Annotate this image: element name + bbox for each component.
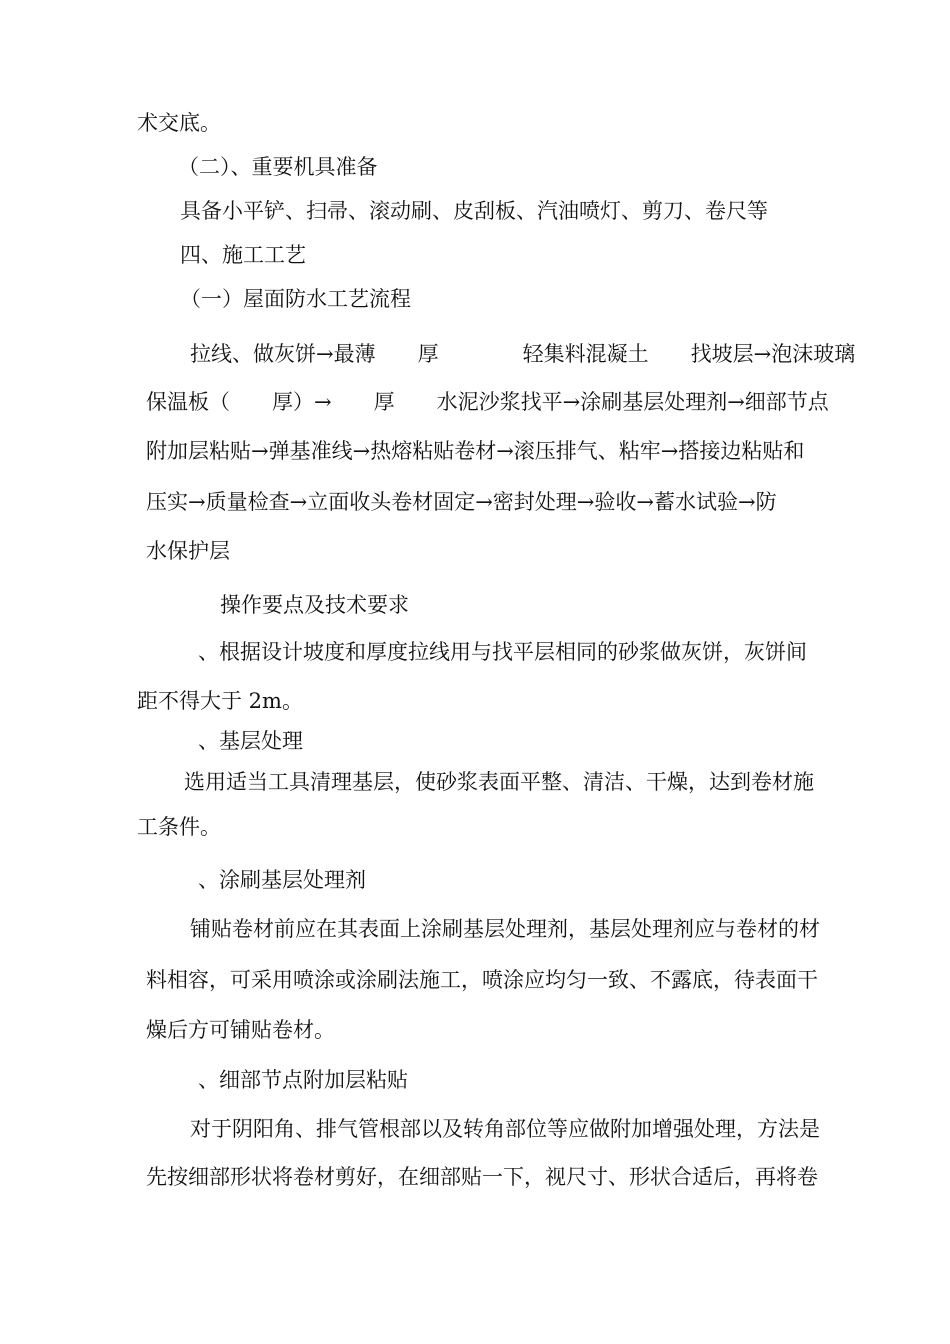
text-line: 料相容，可采用喷涂或涂刷法施工，喷涂应均匀一致、不露底，待表面干: [146, 968, 818, 992]
text-line: 拉线、做灰饼→最薄 厚 轻集料混凝土 找坡层→泡沫玻璃: [190, 342, 856, 366]
text-line: 具备小平铲、扫帚、滚动刷、皮刮板、汽油喷灯、剪刀、卷尺等: [180, 199, 768, 223]
text-line: 选用适当工具清理基层，使砂浆表面平整、清洁、干燥，达到卷材施: [184, 770, 814, 794]
text-line: 术交底。: [137, 111, 221, 135]
text-line: 距不得大于 2m。: [137, 689, 303, 713]
text-line: 工条件。: [137, 815, 221, 839]
section-heading: 、细部节点附加层粘贴: [198, 1068, 408, 1092]
section-heading: 操作要点及技术要求: [220, 593, 409, 617]
text-line: 水保护层: [146, 539, 230, 563]
section-heading: （二）、重要机具准备: [178, 155, 378, 179]
section-heading: 四、施工工艺: [180, 243, 306, 267]
text-line: 压实→质量检查→立面收头卷材固定→密封处理→验收→蓄水试验→防: [146, 490, 777, 514]
section-heading: 、基层处理: [198, 729, 303, 753]
text-line: 保温板（ 厚）→ 厚 水泥沙浆找平→涂刷基层处理剂→细部节点: [146, 390, 829, 414]
section-heading: （一）屋面防水工艺流程: [180, 287, 411, 311]
section-heading: 、涂刷基层处理剂: [198, 868, 366, 892]
text-line: 、根据设计坡度和厚度拉线用与找平层相同的砂浆做灰饼，灰饼间: [198, 640, 807, 664]
text-line: 对于阴阳角、排气管根部以及转角部位等应做附加增强处理，方法是: [190, 1117, 820, 1141]
text-line: 铺贴卷材前应在其表面上涂刷基层处理剂，基层处理剂应与卷材的材: [190, 917, 820, 941]
text-line: 先按细部形状将卷材剪好，在细部贴一下，视尺寸、形状合适后，再将卷: [146, 1165, 818, 1189]
text-line: 附加层粘贴→弹基准线→热熔粘贴卷材→滚压排气、粘牢→搭接边粘贴和: [146, 439, 805, 463]
text-line: 燥后方可铺贴卷材。: [146, 1018, 335, 1042]
